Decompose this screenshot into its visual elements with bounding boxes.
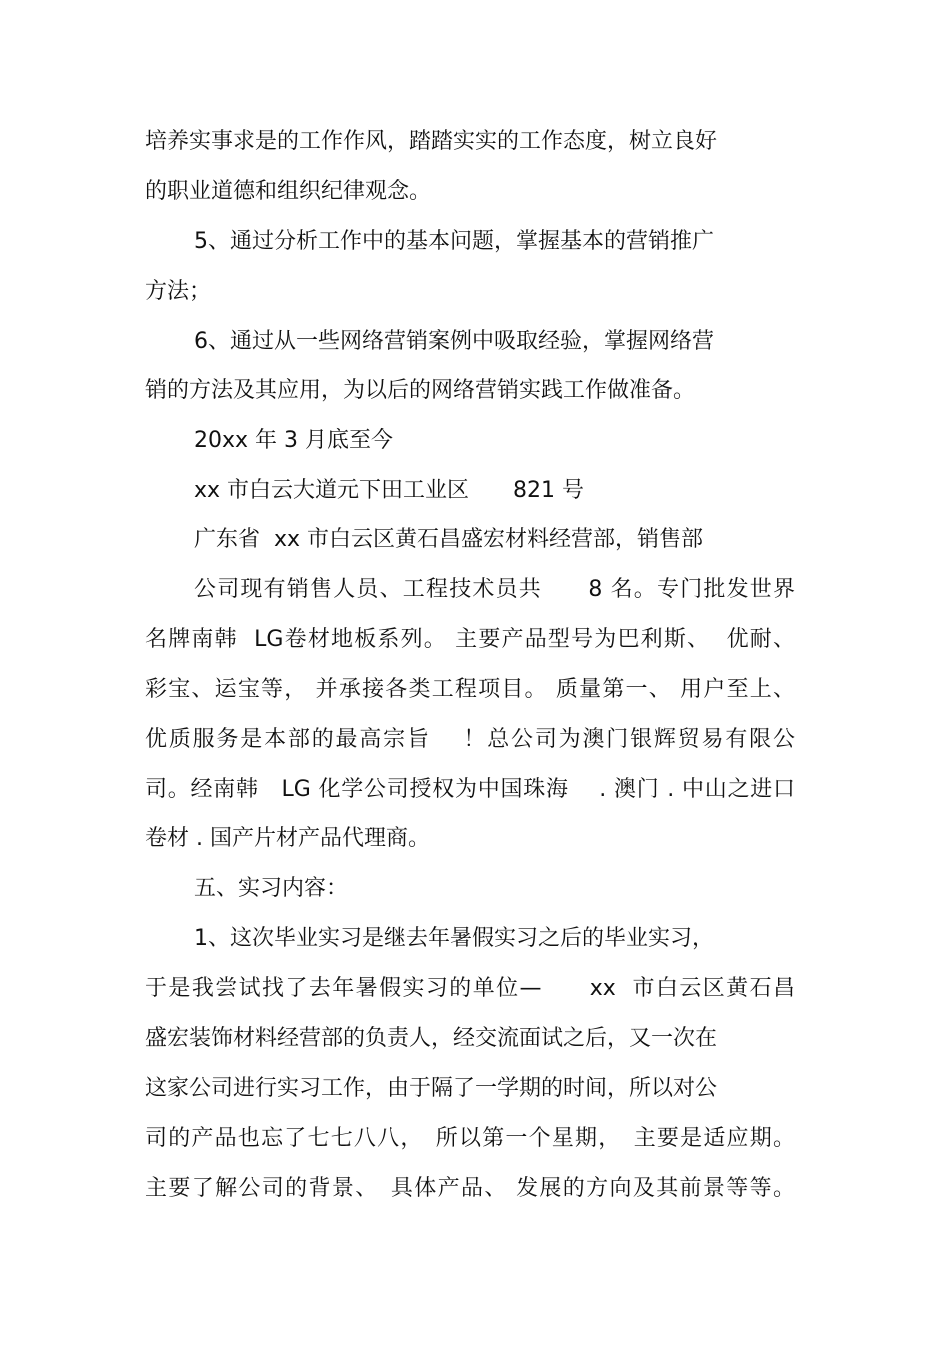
text-line: 公司现有销售人员、工程技术员共 8 名。专门批发世界 <box>194 577 795 602</box>
text-line: 销的方法及其应用，为以后的网络营销实践工作做准备。 <box>145 378 696 403</box>
text-line: 优质服务是本部的最高宗旨 ！总公司为澳门银辉贸易有限公 <box>145 727 795 752</box>
text-line: 这家公司进行实习工作，由于隔了一学期的时间，所以对公 <box>145 1076 718 1101</box>
text-line: xx 市白云大道元下田工业区 821 号 <box>194 478 585 503</box>
text-line: 于是我尝试找了去年暑假实习的单位— xx 市白云区黄石昌 <box>145 976 795 1001</box>
text-line: 培养实事求是的工作作风，踏踏实实的工作态度，树立良好 <box>145 129 718 154</box>
text-line: 方法； <box>145 279 212 304</box>
text-line: 1、这次毕业实习是继去年暑假实习之后的毕业实习， <box>194 926 714 951</box>
text-line: 20xx 年 3 月底至今 <box>194 428 394 453</box>
text-line: 名牌南韩 LG卷材地板系列。 主要产品型号为巴利斯、 优耐、 <box>145 627 795 652</box>
text-line: 卷材 . 国产片材产品代理商。 <box>145 826 430 851</box>
text-line: 的职业道德和组织纪律观念。 <box>145 179 432 204</box>
text-line: 6、通过从一些网络营销案例中吸取经验，掌握网络营 <box>194 329 714 354</box>
text-line: 盛宏装饰材料经营部的负责人，经交流面试之后，又一次在 <box>145 1026 718 1051</box>
text-line: 彩宝、运宝等， 并承接各类工程项目。 质量第一、 用户至上、 <box>145 677 795 702</box>
text-line: 司的产品也忘了七七八八， 所以第一个星期， 主要是适应期。 <box>145 1126 795 1151</box>
text-line: 广东省 xx 市白云区黄石昌盛宏材料经营部，销售部 <box>194 527 704 552</box>
text-line: 5、通过分析工作中的基本问题，掌握基本的营销推广 <box>194 229 714 254</box>
text-line: 司。经南韩 LG 化学公司授权为中国珠海 . 澳门 . 中山之进口 <box>145 777 795 802</box>
section-heading: 五、实习内容： <box>194 876 349 901</box>
text-line: 主要了解公司的背景、 具体产品、 发展的方向及其前景等等。 <box>145 1176 795 1201</box>
